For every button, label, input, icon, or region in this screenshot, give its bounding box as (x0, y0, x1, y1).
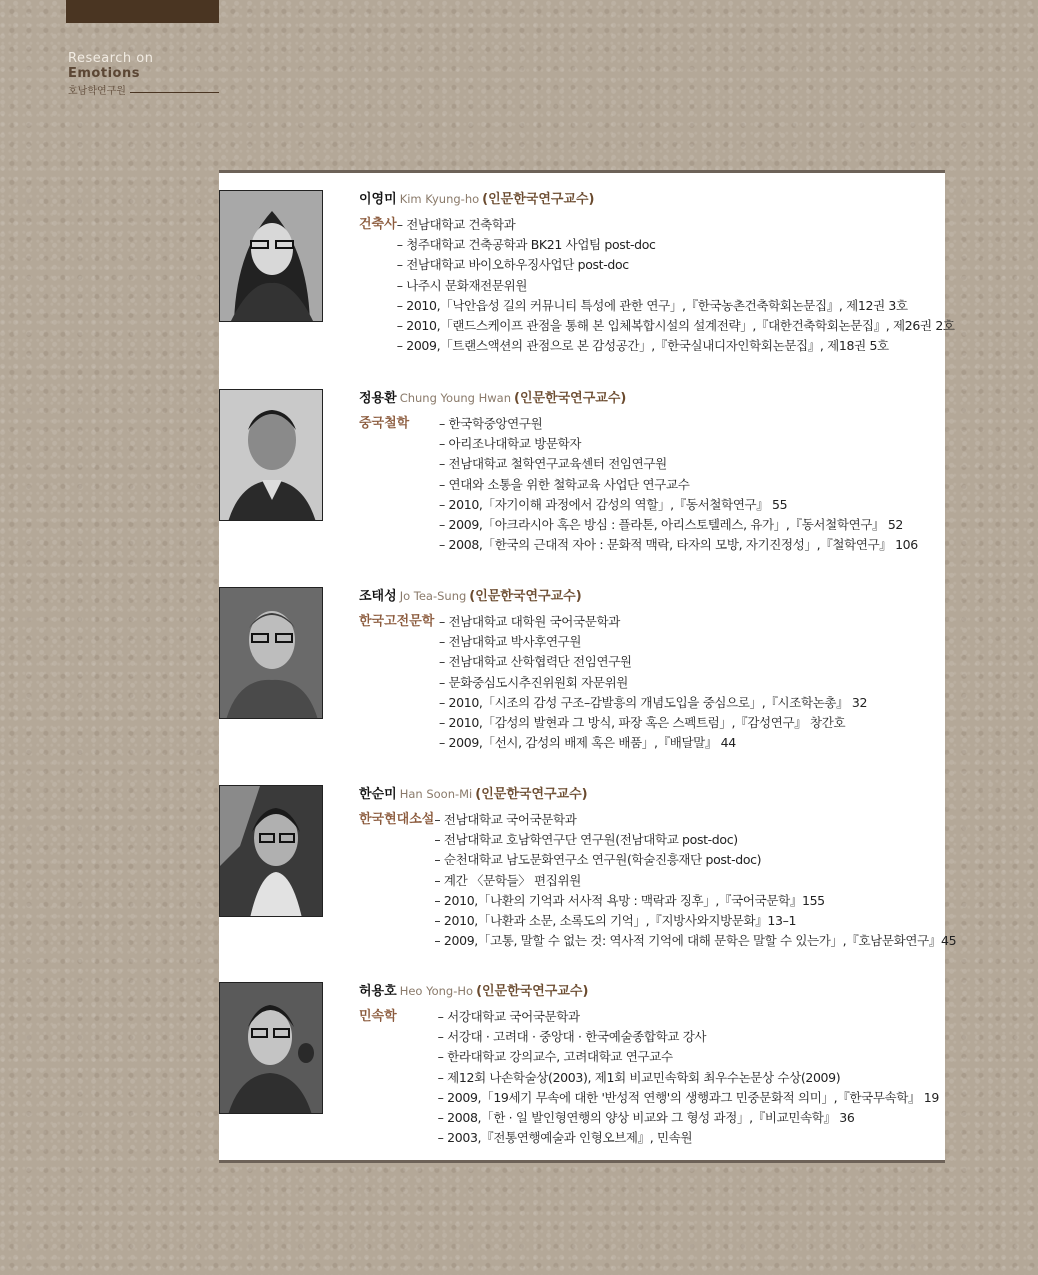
career-list (439, 414, 939, 555)
career-item: – 계간 〈문학들〉 편집위원 (434, 872, 581, 888)
career-list (438, 1007, 939, 1148)
profile-card (219, 170, 957, 1163)
name-english: Kim Kyung-ho (399, 192, 480, 206)
career-item: – 2010,「나환의 기억과 서사적 욕망 : 맥락과 징후」,『국어국문학』155 (434, 892, 825, 908)
career-item: – 전남대학교 산학협력단 전임연구원 (439, 654, 632, 670)
career-item: – 2009,「트랜스액션의 관점으로 본 감성공간」,『한국실내디자인학회논문집』, 제18권 5호 (396, 338, 889, 354)
profile-photo (219, 785, 323, 917)
profile-info (359, 190, 955, 356)
career-item: – 2010,「감성의 발현과 그 방식, 파장 혹은 스펙트럼」,『감성연구』 창간호 (439, 715, 846, 731)
brand-subtitle-row (68, 82, 219, 97)
career-item: – 전남대학교 건축학과 (396, 217, 516, 232)
career-item: – 2008,「한 · 일 발인형연행의 양상 비교와 그 형성 과정」,『비교민속학』 36 (437, 1110, 855, 1126)
profile-detail (359, 1007, 939, 1148)
career-item: – 전남대학교 대학원 국어국문학과 (439, 614, 620, 629)
career-item: – 2003,『전통연행예술과 인형오브제』, 민속원 (437, 1130, 693, 1146)
profile-entry (219, 785, 957, 965)
career-item: – 연대와 소통을 위한 철학교육 사업단 연구교수 (439, 476, 690, 492)
profile-entry (219, 389, 945, 569)
career-list (434, 810, 956, 951)
career-item: – 서강대 · 고려대 · 중앙대 · 한국예술종합학교 강사 (437, 1029, 707, 1045)
position-title: (인문한국연구교수) (476, 984, 589, 999)
career-item: – 한국학중앙연구원 (439, 416, 543, 431)
career-item: – 전남대학교 철학연구교육센터 전임연구원 (439, 456, 667, 472)
profile-photo (219, 587, 323, 719)
name-korean: 조태성 (359, 589, 397, 604)
position-title: (인문한국연구교수) (475, 787, 588, 802)
career-item: – 2010,「랜드스케이프 관점을 통해 본 입체복합시설의 설계전략」,『대한건축학회논문집』, 제26권 2호 (396, 318, 955, 334)
career-item: – 2009,「19세기 무속에 대한 '반성적 연행'의 생행과그 민중문화적 의미」,『한국무속학』 19 (437, 1089, 939, 1105)
career-item: – 서강대학교 국어국문학과 (437, 1009, 580, 1024)
profile-info (359, 982, 939, 1148)
career-item: – 청주대학교 건축공학과 BK21 사업팀 post-doc (396, 237, 656, 253)
profile-name-line (359, 190, 939, 209)
profile-detail (359, 612, 939, 753)
career-item: – 아리조나대학교 방문학자 (439, 436, 582, 452)
position-title: (인문한국연구교수) (482, 192, 595, 207)
career-item: – 전남대학교 박사후연구원 (439, 634, 582, 650)
career-item: – 문화중심도시추진위원회 자문위원 (439, 674, 629, 690)
career-list (439, 612, 939, 753)
profile-entry (219, 587, 945, 767)
career-item: – 2009,「고통, 말할 수 없는 것: 역사적 기억에 대해 문학은 말할 수 있는가」,『호남문화연구』45 (434, 933, 957, 949)
career-item: – 나주시 문화재전문위원 (396, 277, 528, 293)
profile-detail (359, 414, 939, 555)
profile-info (359, 785, 957, 951)
profile-name-line (359, 587, 939, 606)
profile-name-line (359, 785, 939, 804)
brand-subtitle: 호남학연구원 (68, 86, 126, 97)
brand-rule (130, 92, 219, 93)
profile-photo (219, 982, 323, 1114)
profile-entry (219, 190, 955, 370)
research-field: 한국현대소설 (359, 812, 435, 827)
career-item: – 2010,「낙안읍성 길의 커뮤니티 특성에 관한 연구」,『한국농촌건축학회논문집』, 제12권 3호 (396, 297, 908, 313)
profile-photo (219, 389, 323, 521)
career-item: – 2009,「선시, 감성의 배제 혹은 배품」,『배달말』 44 (439, 735, 736, 751)
career-item: – 2010,「자기이해 과정에서 감성의 역할」,『동서철학연구』 55 (439, 496, 788, 512)
career-item: – 2010,「시조의 감성 구조–감발흥의 개념도입을 중심으로」,『시조학논총』 32 (439, 694, 868, 710)
research-field: 건축사 (359, 217, 397, 232)
career-item: – 전남대학교 바이오하우징사업단 post-doc (396, 257, 629, 273)
name-korean: 이영미 (359, 192, 397, 207)
name-korean: 정용환 (359, 391, 397, 406)
career-item: – 2009,「아크라시아 혹은 방심 : 플라톤, 아리스토텔레스, 유가」,『동서철학연구』 52 (439, 517, 904, 533)
profile-info (359, 389, 939, 555)
brand-title: Research on Emotions (68, 51, 154, 81)
profile-detail (359, 810, 957, 951)
brand-block (68, 51, 219, 97)
career-item: – 순천대학교 남도문화연구소 연구원(학술진흥재단 post-doc) (434, 852, 762, 868)
career-item: – 전남대학교 국어국문학과 (434, 812, 577, 827)
name-korean: 한순미 (359, 787, 397, 802)
career-item: – 2010,「나환과 소문, 소록도의 기억」,『지방사와지방문화』13–1 (434, 913, 797, 929)
career-list (397, 215, 955, 356)
position-title: (인문한국연구교수) (469, 589, 582, 604)
profile-entry (219, 982, 945, 1162)
position-title: (인문한국연구교수) (514, 391, 627, 406)
profile-photo (219, 190, 323, 322)
career-item: – 전남대학교 호남학연구단 연구원(전남대학교 post-doc) (434, 832, 738, 848)
name-english: Chung Young Hwan (399, 391, 511, 405)
research-field: 중국철학 (359, 416, 410, 431)
career-item: – 2008,「한국의 근대적 자아 : 문화적 맥락, 타자의 모방, 자기진정성」,『철학연구』 106 (439, 537, 918, 553)
profile-name-line (359, 389, 939, 408)
profile-info (359, 587, 939, 753)
name-english: Han Soon-Mi (399, 787, 473, 801)
profile-detail (359, 215, 955, 356)
name-english: Heo Yong-Ho (399, 984, 474, 998)
name-korean: 허용호 (359, 984, 397, 999)
top-header-bar (66, 0, 219, 23)
career-item: – 한라대학교 강의교수, 고려대학교 연구교수 (437, 1049, 673, 1065)
research-field: 민속학 (359, 1009, 397, 1024)
profile-name-line (359, 982, 939, 1001)
research-field: 한국고전문학 (359, 614, 435, 629)
name-english: Jo Tea-Sung (399, 589, 467, 603)
career-item: – 제12회 나손학술상(2003), 제1회 비교민속학회 최우수논문상 수상(2009) (437, 1069, 841, 1085)
